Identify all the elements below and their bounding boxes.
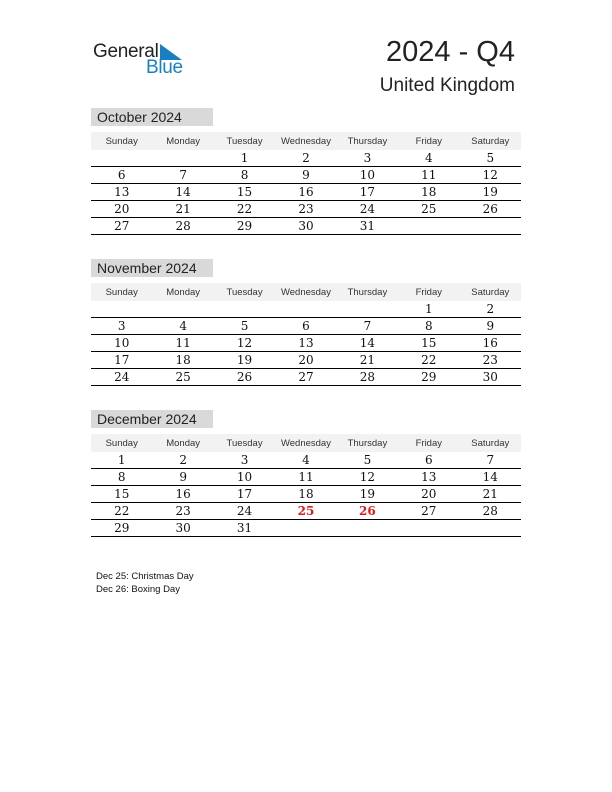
weekday-header: Monday (152, 283, 213, 301)
day-cell: 23 (152, 503, 213, 520)
day-cell: 2 (275, 150, 336, 167)
day-cell: 27 (91, 218, 152, 235)
month-december (91, 410, 521, 537)
week-row (91, 167, 521, 184)
day-cell: 6 (398, 452, 459, 469)
day-cell: 17 (337, 184, 398, 201)
month-header: November 2024 (91, 259, 213, 277)
day-cell: 27 (398, 503, 459, 520)
day-cell: 9 (460, 318, 521, 335)
logo-text-general: General (93, 41, 159, 62)
day-cell: 21 (337, 352, 398, 369)
day-cell: 29 (398, 369, 459, 386)
weekday-header: Wednesday (275, 132, 336, 150)
day-cell: 30 (275, 218, 336, 235)
weekday-header: Wednesday (275, 434, 336, 452)
day-cell: 8 (91, 469, 152, 486)
day-cell: 11 (275, 469, 336, 486)
day-cell: 26 (214, 369, 275, 386)
day-cell: 15 (91, 486, 152, 503)
day-cell (398, 218, 459, 235)
weekday-header: Saturday (460, 132, 521, 150)
week-row (91, 486, 521, 503)
day-cell: 26 (337, 503, 398, 520)
day-cell: 22 (398, 352, 459, 369)
day-cell (337, 301, 398, 318)
day-cell: 7 (460, 452, 521, 469)
day-cell: 14 (152, 184, 213, 201)
day-cell: 3 (337, 150, 398, 167)
day-cell: 23 (460, 352, 521, 369)
weekday-header: Sunday (91, 132, 152, 150)
day-cell: 16 (460, 335, 521, 352)
month-grid (91, 434, 521, 537)
day-cell: 2 (460, 301, 521, 318)
day-cell: 9 (152, 469, 213, 486)
day-cell: 24 (214, 503, 275, 520)
month-grid (91, 132, 521, 235)
weekday-header: Thursday (337, 434, 398, 452)
weekday-row (91, 434, 521, 452)
day-cell: 28 (337, 369, 398, 386)
day-cell: 18 (152, 352, 213, 369)
month-october (91, 108, 521, 235)
day-cell: 19 (214, 352, 275, 369)
holiday-notes (96, 570, 194, 596)
day-cell: 21 (460, 486, 521, 503)
day-cell (460, 218, 521, 235)
day-cell: 16 (152, 486, 213, 503)
day-cell: 13 (91, 184, 152, 201)
logo-text-blue: Blue (146, 57, 183, 78)
day-cell: 20 (275, 352, 336, 369)
day-cell: 31 (337, 218, 398, 235)
day-cell: 27 (275, 369, 336, 386)
weekday-header: Tuesday (214, 283, 275, 301)
day-cell (460, 520, 521, 537)
day-cell: 23 (275, 201, 336, 218)
weekday-header: Wednesday (275, 283, 336, 301)
day-cell (275, 520, 336, 537)
day-cell (91, 150, 152, 167)
day-cell: 9 (275, 167, 336, 184)
week-row (91, 318, 521, 335)
day-cell: 8 (214, 167, 275, 184)
weekday-header: Tuesday (214, 434, 275, 452)
weekday-header: Tuesday (214, 132, 275, 150)
day-cell: 18 (398, 184, 459, 201)
day-cell: 11 (152, 335, 213, 352)
day-cell: 7 (152, 167, 213, 184)
day-cell: 4 (275, 452, 336, 469)
day-cell (152, 301, 213, 318)
week-row (91, 218, 521, 235)
day-cell: 13 (275, 335, 336, 352)
month-header: October 2024 (91, 108, 213, 126)
weekday-header: Sunday (91, 283, 152, 301)
week-row (91, 469, 521, 486)
day-cell: 28 (152, 218, 213, 235)
day-cell: 5 (214, 318, 275, 335)
day-cell: 14 (337, 335, 398, 352)
day-cell: 3 (91, 318, 152, 335)
day-cell (275, 301, 336, 318)
day-cell: 21 (152, 201, 213, 218)
weekday-header: Monday (152, 132, 213, 150)
day-cell: 13 (398, 469, 459, 486)
day-cell: 19 (460, 184, 521, 201)
day-cell: 28 (460, 503, 521, 520)
weekday-row (91, 283, 521, 301)
day-cell: 1 (214, 150, 275, 167)
day-cell: 2 (152, 452, 213, 469)
day-cell: 25 (152, 369, 213, 386)
weekday-header: Monday (152, 434, 213, 452)
day-cell: 12 (460, 167, 521, 184)
day-cell: 1 (398, 301, 459, 318)
weekday-header: Saturday (460, 434, 521, 452)
day-cell: 11 (398, 167, 459, 184)
day-cell: 22 (91, 503, 152, 520)
day-cell (337, 520, 398, 537)
weekday-header: Friday (398, 434, 459, 452)
logo (93, 40, 193, 80)
week-row (91, 184, 521, 201)
day-cell: 20 (398, 486, 459, 503)
day-cell: 6 (91, 167, 152, 184)
day-cell: 25 (275, 503, 336, 520)
day-cell: 6 (275, 318, 336, 335)
weekday-row (91, 132, 521, 150)
day-cell: 22 (214, 201, 275, 218)
day-cell: 14 (460, 469, 521, 486)
day-cell: 24 (91, 369, 152, 386)
country-label: United Kingdom (379, 75, 515, 96)
weekday-header: Friday (398, 283, 459, 301)
day-cell: 4 (152, 318, 213, 335)
day-cell: 31 (214, 520, 275, 537)
holiday-note: Dec 25: Christmas Day (96, 571, 194, 582)
day-cell: 5 (460, 150, 521, 167)
weekday-header: Sunday (91, 434, 152, 452)
day-cell (152, 150, 213, 167)
month-november (91, 259, 521, 386)
day-cell: 25 (398, 201, 459, 218)
week-row (91, 503, 521, 520)
day-cell: 29 (91, 520, 152, 537)
day-cell: 19 (337, 486, 398, 503)
week-row (91, 369, 521, 386)
day-cell: 15 (398, 335, 459, 352)
weekday-header: Friday (398, 132, 459, 150)
weekday-header: Saturday (460, 283, 521, 301)
page-title: 2024 - Q4 (386, 36, 515, 68)
week-row (91, 335, 521, 352)
day-cell: 12 (214, 335, 275, 352)
day-cell: 12 (337, 469, 398, 486)
day-cell: 17 (214, 486, 275, 503)
day-cell: 10 (214, 469, 275, 486)
day-cell (214, 301, 275, 318)
week-row (91, 520, 521, 537)
day-cell: 10 (337, 167, 398, 184)
day-cell: 18 (275, 486, 336, 503)
week-row (91, 452, 521, 469)
week-row (91, 301, 521, 318)
day-cell: 30 (152, 520, 213, 537)
month-header: December 2024 (91, 410, 213, 428)
day-cell: 10 (91, 335, 152, 352)
day-cell: 7 (337, 318, 398, 335)
weekday-header: Thursday (337, 132, 398, 150)
week-row (91, 150, 521, 167)
day-cell: 30 (460, 369, 521, 386)
day-cell: 8 (398, 318, 459, 335)
day-cell: 1 (91, 452, 152, 469)
day-cell: 26 (460, 201, 521, 218)
week-row (91, 352, 521, 369)
weekday-header: Thursday (337, 283, 398, 301)
day-cell (398, 520, 459, 537)
day-cell: 29 (214, 218, 275, 235)
day-cell: 17 (91, 352, 152, 369)
holiday-note: Dec 26: Boxing Day (96, 584, 180, 595)
day-cell: 4 (398, 150, 459, 167)
day-cell: 16 (275, 184, 336, 201)
week-row (91, 201, 521, 218)
day-cell: 3 (214, 452, 275, 469)
day-cell (91, 301, 152, 318)
day-cell: 5 (337, 452, 398, 469)
day-cell: 15 (214, 184, 275, 201)
month-grid (91, 283, 521, 386)
day-cell: 24 (337, 201, 398, 218)
day-cell: 20 (91, 201, 152, 218)
